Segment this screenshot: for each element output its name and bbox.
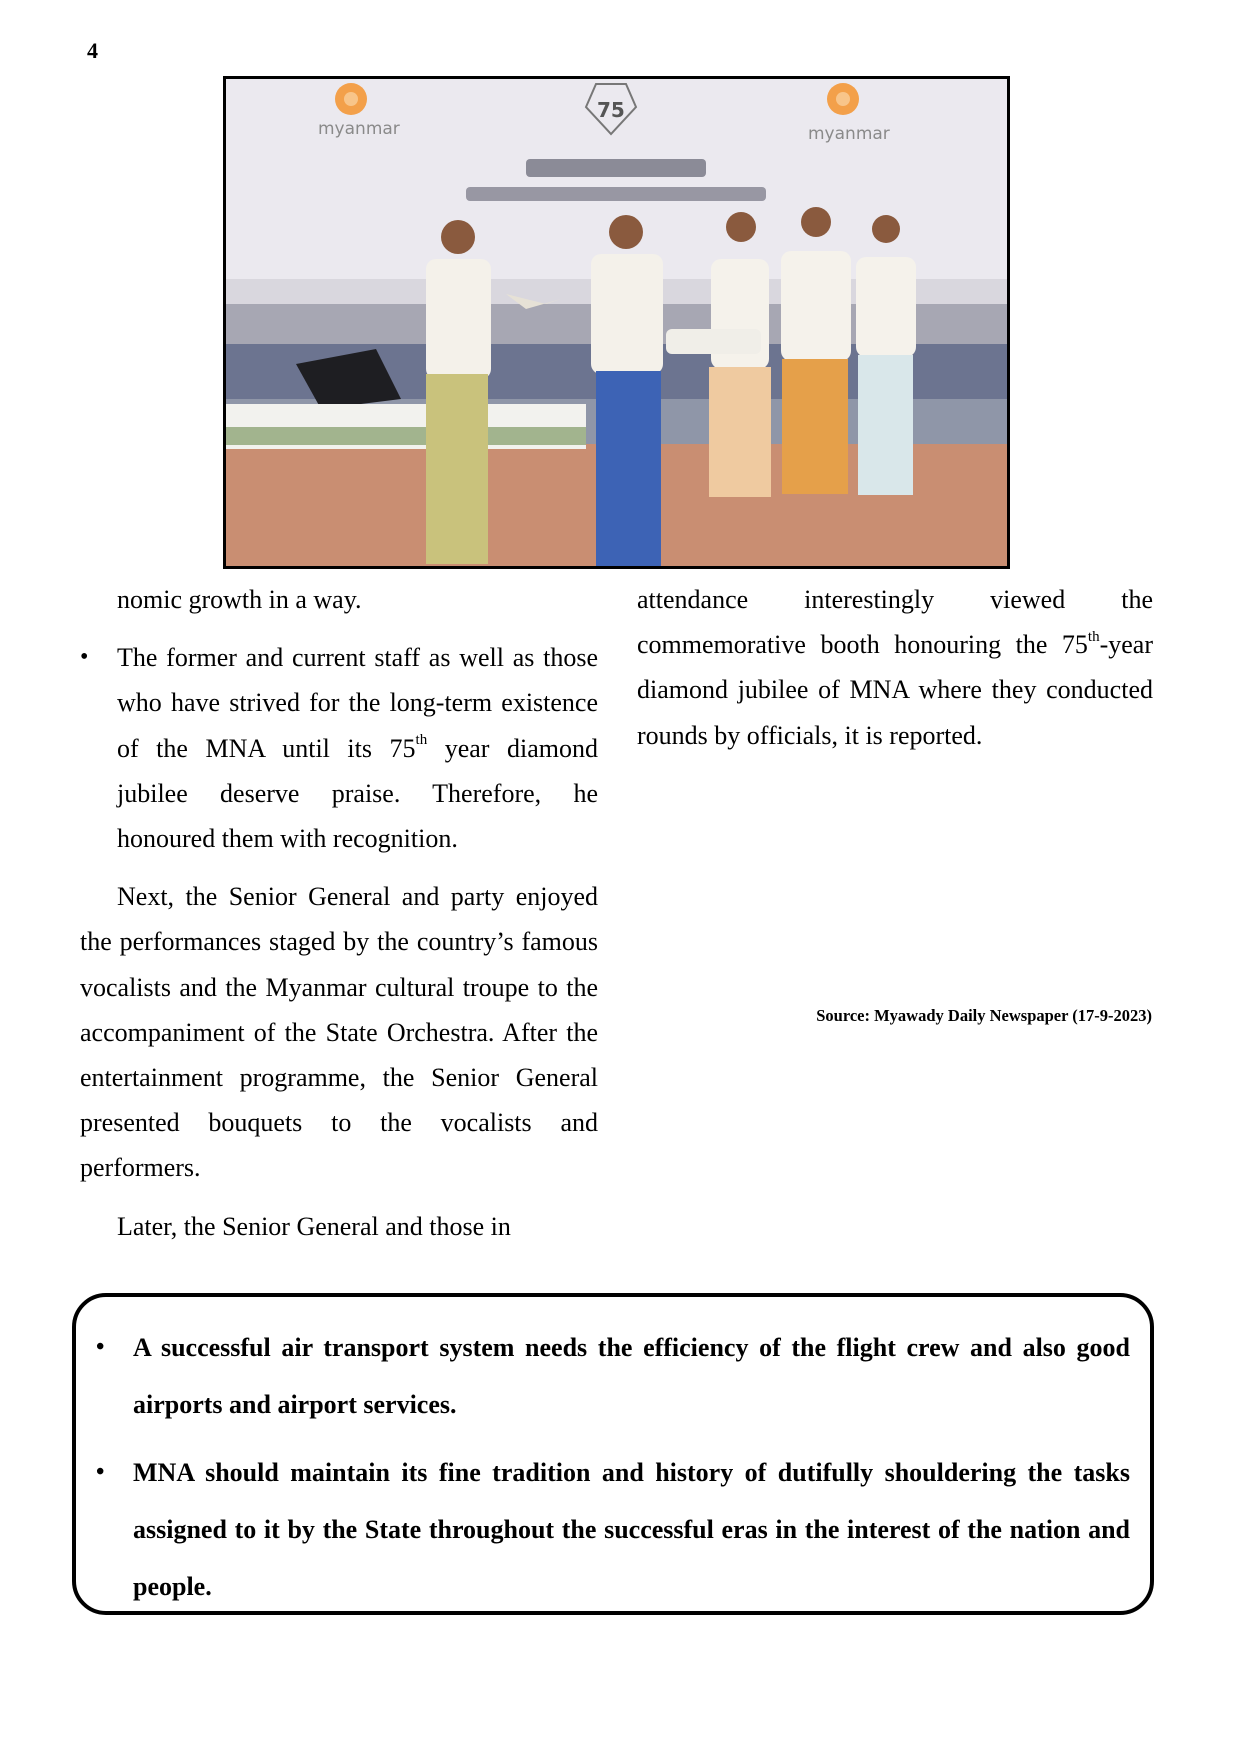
paragraph-text-part: attendance interestingly viewed the commemorative booth honouring the 75 <box>637 585 1153 660</box>
svg-text:myanmar: myanmar <box>808 124 890 144</box>
highlight-item: • MNA should maintain its fine tradition and history of dutifully shouldering the tasks assigned to it by the State throughout the successful eras in the interest of the nation and people. <box>96 1444 1130 1615</box>
source-citation: Source: Myawady Daily Newspaper (17-9-2023) <box>816 1006 1152 1025</box>
left-column <box>80 577 598 1249</box>
ceremony-photo-illustration <box>226 79 1007 566</box>
paragraph-attendance <box>637 577 1153 758</box>
svg-text:myanmar: myanmar <box>318 119 400 139</box>
continuation-text: nomic growth in a way. <box>117 585 362 614</box>
highlight-list <box>96 1319 1130 1615</box>
svg-text:75: 75 <box>597 98 625 122</box>
left-bullet-list <box>80 635 598 861</box>
paragraph-text-part: -year diamond jubilee of MNA where they conducted rounds by officials, it is reported. <box>637 630 1153 750</box>
paragraph-later: Later, the Senior General and those in <box>117 1211 511 1241</box>
ceremony-photo <box>223 76 1010 569</box>
page-number: 4 <box>87 38 98 63</box>
highlight-item: • A successful air transport system needs the efficiency of the flight crew and also good airports and airport services. <box>96 1319 1130 1433</box>
list-item <box>80 635 598 861</box>
right-column <box>637 577 1153 758</box>
superscript: th <box>415 731 428 748</box>
superscript: th <box>1087 628 1100 645</box>
bullet-text-part: year diamond jubilee deserve praise. Therefore, he honoured them with recognition. <box>117 733 598 854</box>
highlight-box <box>72 1293 1154 1615</box>
paragraph-performances: Next, the Senior General and party enjoyed the performances staged by the country’s famous vocalists and the Myanmar cultural troupe to the accompaniment of the State Orchestra. After the entertainment programme, the Senior General presented bouquets to the vocalists and performers. <box>80 882 598 1183</box>
bullet-text-part: The former and current staff as well as those who have strived for the long-term existence of the MNA until its 75 <box>117 643 598 763</box>
